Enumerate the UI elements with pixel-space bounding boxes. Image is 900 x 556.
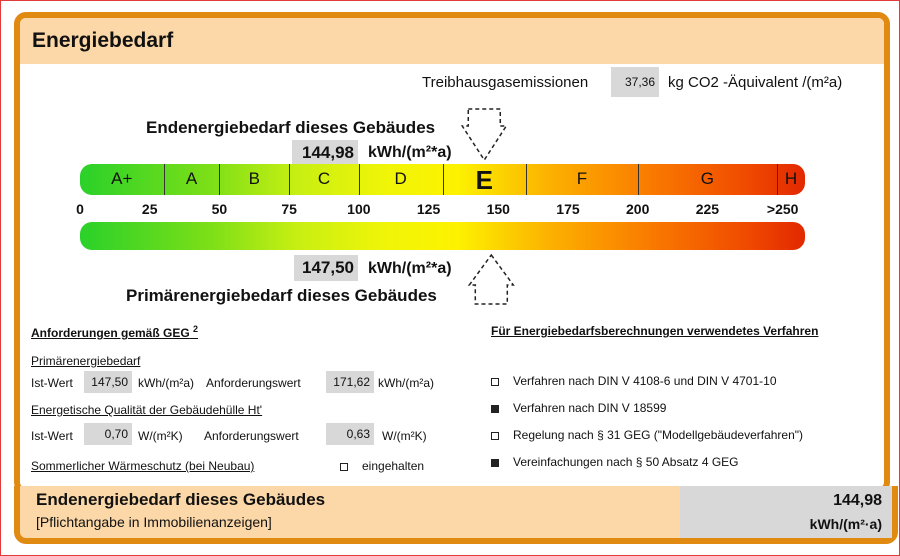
summer-checkbox[interactable] (340, 463, 348, 471)
scale-tick-label: 25 (141, 201, 158, 217)
primary-energy-unit: kWh/(m²*a) (368, 260, 452, 277)
primary-ist-label: Ist-Wert (31, 376, 73, 390)
envelope-heading: Energetische Qualität der Gebäudehülle Ht' (31, 403, 263, 417)
scale-tick-label: 0 (76, 201, 84, 217)
envelope-ist-label: Ist-Wert (31, 429, 73, 443)
energy-class-f: F (576, 169, 588, 188)
end-energy-label: Endenergiebedarf dieses Gebäudes (146, 118, 436, 137)
footer-value: 144,98 (833, 492, 882, 509)
envelope-ist-value: 0,70 (84, 423, 132, 445)
primary-req-heading: Primärenergiebedarf (31, 354, 141, 368)
panel-title: Energiebedarf (32, 29, 174, 52)
envelope-req-label: Anforderungswert (204, 429, 299, 443)
primary-req-unit: kWh/(m²a) (378, 376, 434, 390)
primary-req-label: Anforderungswert (206, 376, 301, 390)
envelope-req-value: 0,63 (326, 423, 374, 445)
energy-class-b: B (248, 169, 260, 188)
method-label: Verfahren nach DIN V 4108-6 und DIN V 4701-10 (513, 374, 777, 388)
method-checkbox[interactable] (491, 432, 499, 440)
footer-subtitle: [Pflichtangabe in Immobilienanzeigen] (36, 514, 272, 530)
energy-class-d: D (394, 169, 407, 188)
end-energy-value: 144,98 (292, 140, 358, 166)
energy-class-c: C (317, 169, 331, 188)
emissions-label: Treibhausgasemissionen (422, 74, 589, 91)
method-checkbox[interactable] (491, 459, 499, 467)
scale-tick-label: 100 (347, 201, 371, 217)
scale-tick-label: 75 (281, 201, 297, 217)
energy-class-e: E (475, 165, 493, 195)
energy-class-a-plus: A+ (111, 169, 133, 188)
method-checkbox[interactable] (491, 378, 499, 386)
scale-tick-label: 225 (695, 201, 720, 217)
method-label: Vereinfachungen nach § 50 Absatz 4 GEG (513, 455, 739, 469)
methods-heading: Für Energiebedarfsberechnungen verwendetes Verfahren (491, 324, 819, 338)
envelope-ist-unit: W/(m²K) (138, 429, 183, 443)
summer-heading: Sommerlicher Wärmeschutz (bei Neubau) (31, 459, 255, 473)
scale-tick-label: 125 (416, 201, 441, 217)
method-label: Regelung nach § 31 GEG ("Modellgebäudeverfahren") (513, 428, 804, 442)
scale-tick-label: 175 (556, 201, 580, 217)
primary-req-value: 171,62 (326, 371, 374, 393)
end-energy-unit: kWh/(m²*a) (368, 144, 452, 161)
summer-check-label: eingehalten (362, 459, 425, 473)
method-label: Verfahren nach DIN V 18599 (513, 401, 667, 415)
method-checkbox[interactable] (491, 405, 499, 413)
primary-ist-unit: kWh/(m²a) (138, 376, 194, 390)
emissions-unit: kg CO2 -Äquivalent /(m²a) (668, 74, 843, 91)
scale-tick-label: 50 (211, 201, 228, 217)
footer-unit: kWh/(m²·a) (809, 516, 882, 532)
footer-box (14, 486, 898, 544)
envelope-req-unit: W/(m²K) (382, 429, 427, 443)
requirements-heading: Anforderungen gemäß GEG $^2$ (31, 324, 199, 340)
primary-energy-bar (80, 222, 805, 250)
energy-class-g: G (700, 169, 715, 188)
energy-class-h: H (784, 169, 798, 188)
primary-ist-value: 147,50 (84, 371, 132, 393)
scale-tick-label: 150 (486, 201, 510, 217)
emissions-value: 37,36 (611, 67, 659, 97)
primary-energy-label: Primärenergiebedarf dieses Gebäudes (126, 286, 437, 305)
footer-title: Endenergiebedarf dieses Gebäudes (36, 490, 326, 509)
energy-class-a: A (185, 169, 198, 188)
scale-tick-label: >250 (766, 201, 799, 217)
scale-tick-label: 200 (626, 201, 650, 217)
primary-energy-value: 147,50 (294, 255, 358, 281)
